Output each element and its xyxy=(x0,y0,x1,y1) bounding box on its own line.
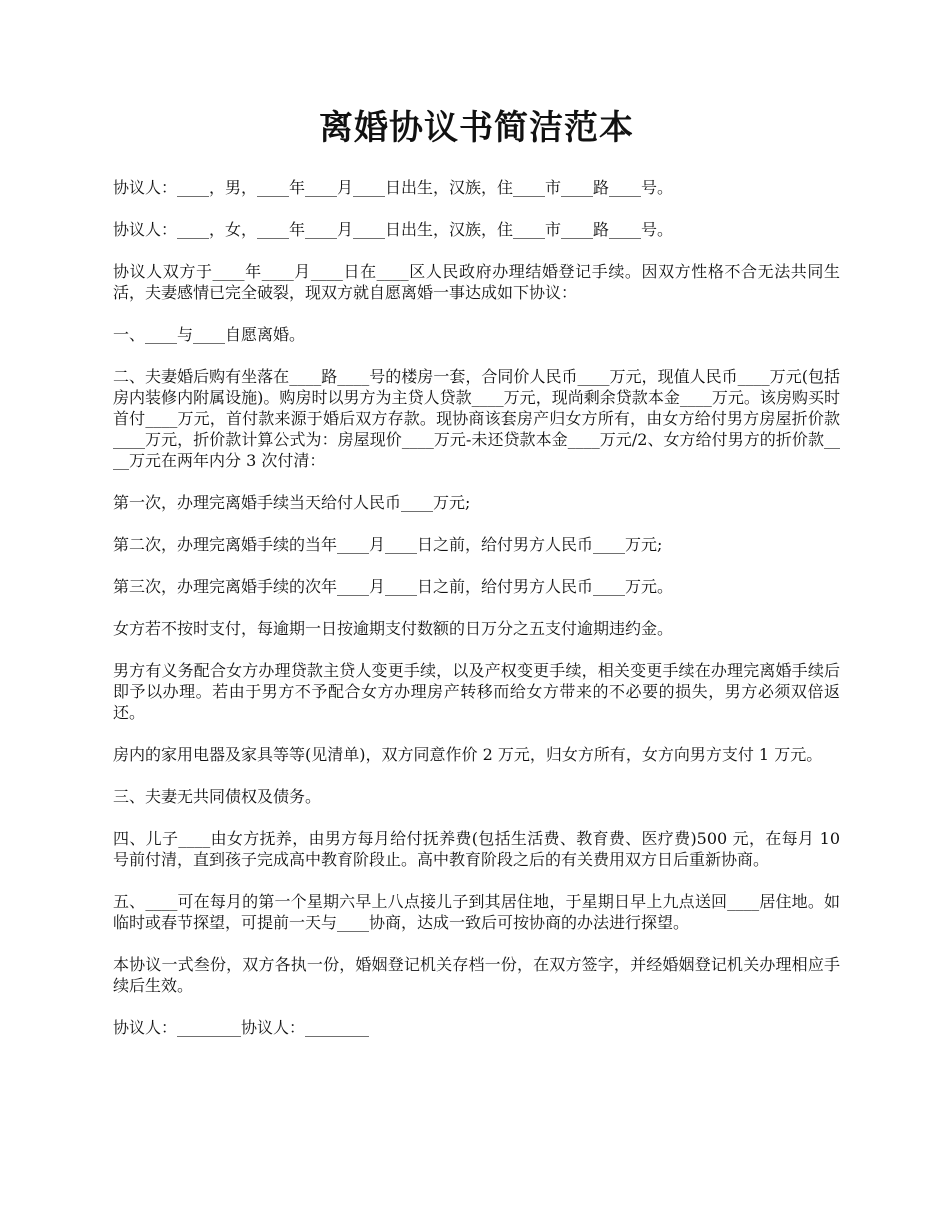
payment-second: 第二次，办理完离婚手续的当年____月____日之前，给付男方人民币____万元; xyxy=(113,534,663,554)
clause-3-debts: 三、夫妻无共同债权及债务。 xyxy=(113,786,322,806)
copies-clause: 本协议一式叁份，双方各执一份，婚姻登记机关存档一份，在双方签字，并经婚姻登记机关办理相应手续后生效。 xyxy=(113,954,840,995)
furniture-clause: 房内的家用电器及家具等等(见清单)，双方同意作价 2 万元，归女方所有，女方向男方支付 1 万元。 xyxy=(113,744,823,764)
document-title: 离婚协议书简洁范本 xyxy=(319,108,634,148)
preamble-paragraph: 协议人双方于____年____月____日在____区人民政府办理结婚登记手续。因双方性格不合无法共同生活，夫妻感情已完全破裂，现双方就自愿离婚一事达成如下协议： xyxy=(113,261,840,302)
document-page xyxy=(113,108,840,1059)
clause-4-custody: 四、儿子____由女方抚养，由男方每月给付抚养费(包括生活费、教育费、医疗费)500 元，在每月 10 号前付清，直到孩子完成高中教育阶段止。高中教育阶段之后的有关费用双方日后重新协商。 xyxy=(113,828,840,869)
late-penalty: 女方若不按时支付，每逾期一日按逾期支付数额的日万分之五支付逾期违约金。 xyxy=(113,618,674,638)
payment-first: 第一次，办理完离婚手续当天给付人民币____万元; xyxy=(113,492,471,512)
party-female-line: 协议人：____，女，____年____月____日出生，汉族，住____市____路____号。 xyxy=(113,219,674,239)
payment-third: 第三次，办理完离婚手续的次年____月____日之前，给付男方人民币____万元。 xyxy=(113,576,674,596)
clause-2-property: 二、夫妻婚后购有坐落在____路____号的楼房一套，合同价人民币____万元，现值人民币____万元(包括房内装修内附属设施)。购房时以男方为主贷人贷款____万元，现尚剩余贷款本金____万元。该房购买时首付____万元，首付款来源于婚后双方存款。现协商该套房产归女方所有，由女方给付男方房屋折价款____万元，折价款计算公式为：房屋现价____万元-未还贷款本金____万元/2、女方给付男方的折价款____万元在两年内分 3 次付清： xyxy=(113,366,840,470)
clause-5-visitation: 五、____可在每月的第一个星期六早上八点接儿子到其居住地，于星期日早上九点送回____居住地。如临时或春节探望，可提前一天与____协商，达成一致后可按协商的办法进行探望。 xyxy=(113,891,840,932)
loan-transfer-clause: 男方有义务配合女方办理贷款主贷人变更手续，以及产权变更手续，相关变更手续在办理完离婚手续后即予以办理。若由于男方不予配合女方办理房产转移而给女方带来的不必要的损失，男方必须双倍返还。 xyxy=(113,660,840,722)
signature-line: 协议人：________协议人：________ xyxy=(113,1017,370,1037)
clause-1: 一、____与____自愿离婚。 xyxy=(113,324,306,344)
party-male-line: 协议人：____，男，____年____月____日出生，汉族，住____市____路____号。 xyxy=(113,177,674,197)
